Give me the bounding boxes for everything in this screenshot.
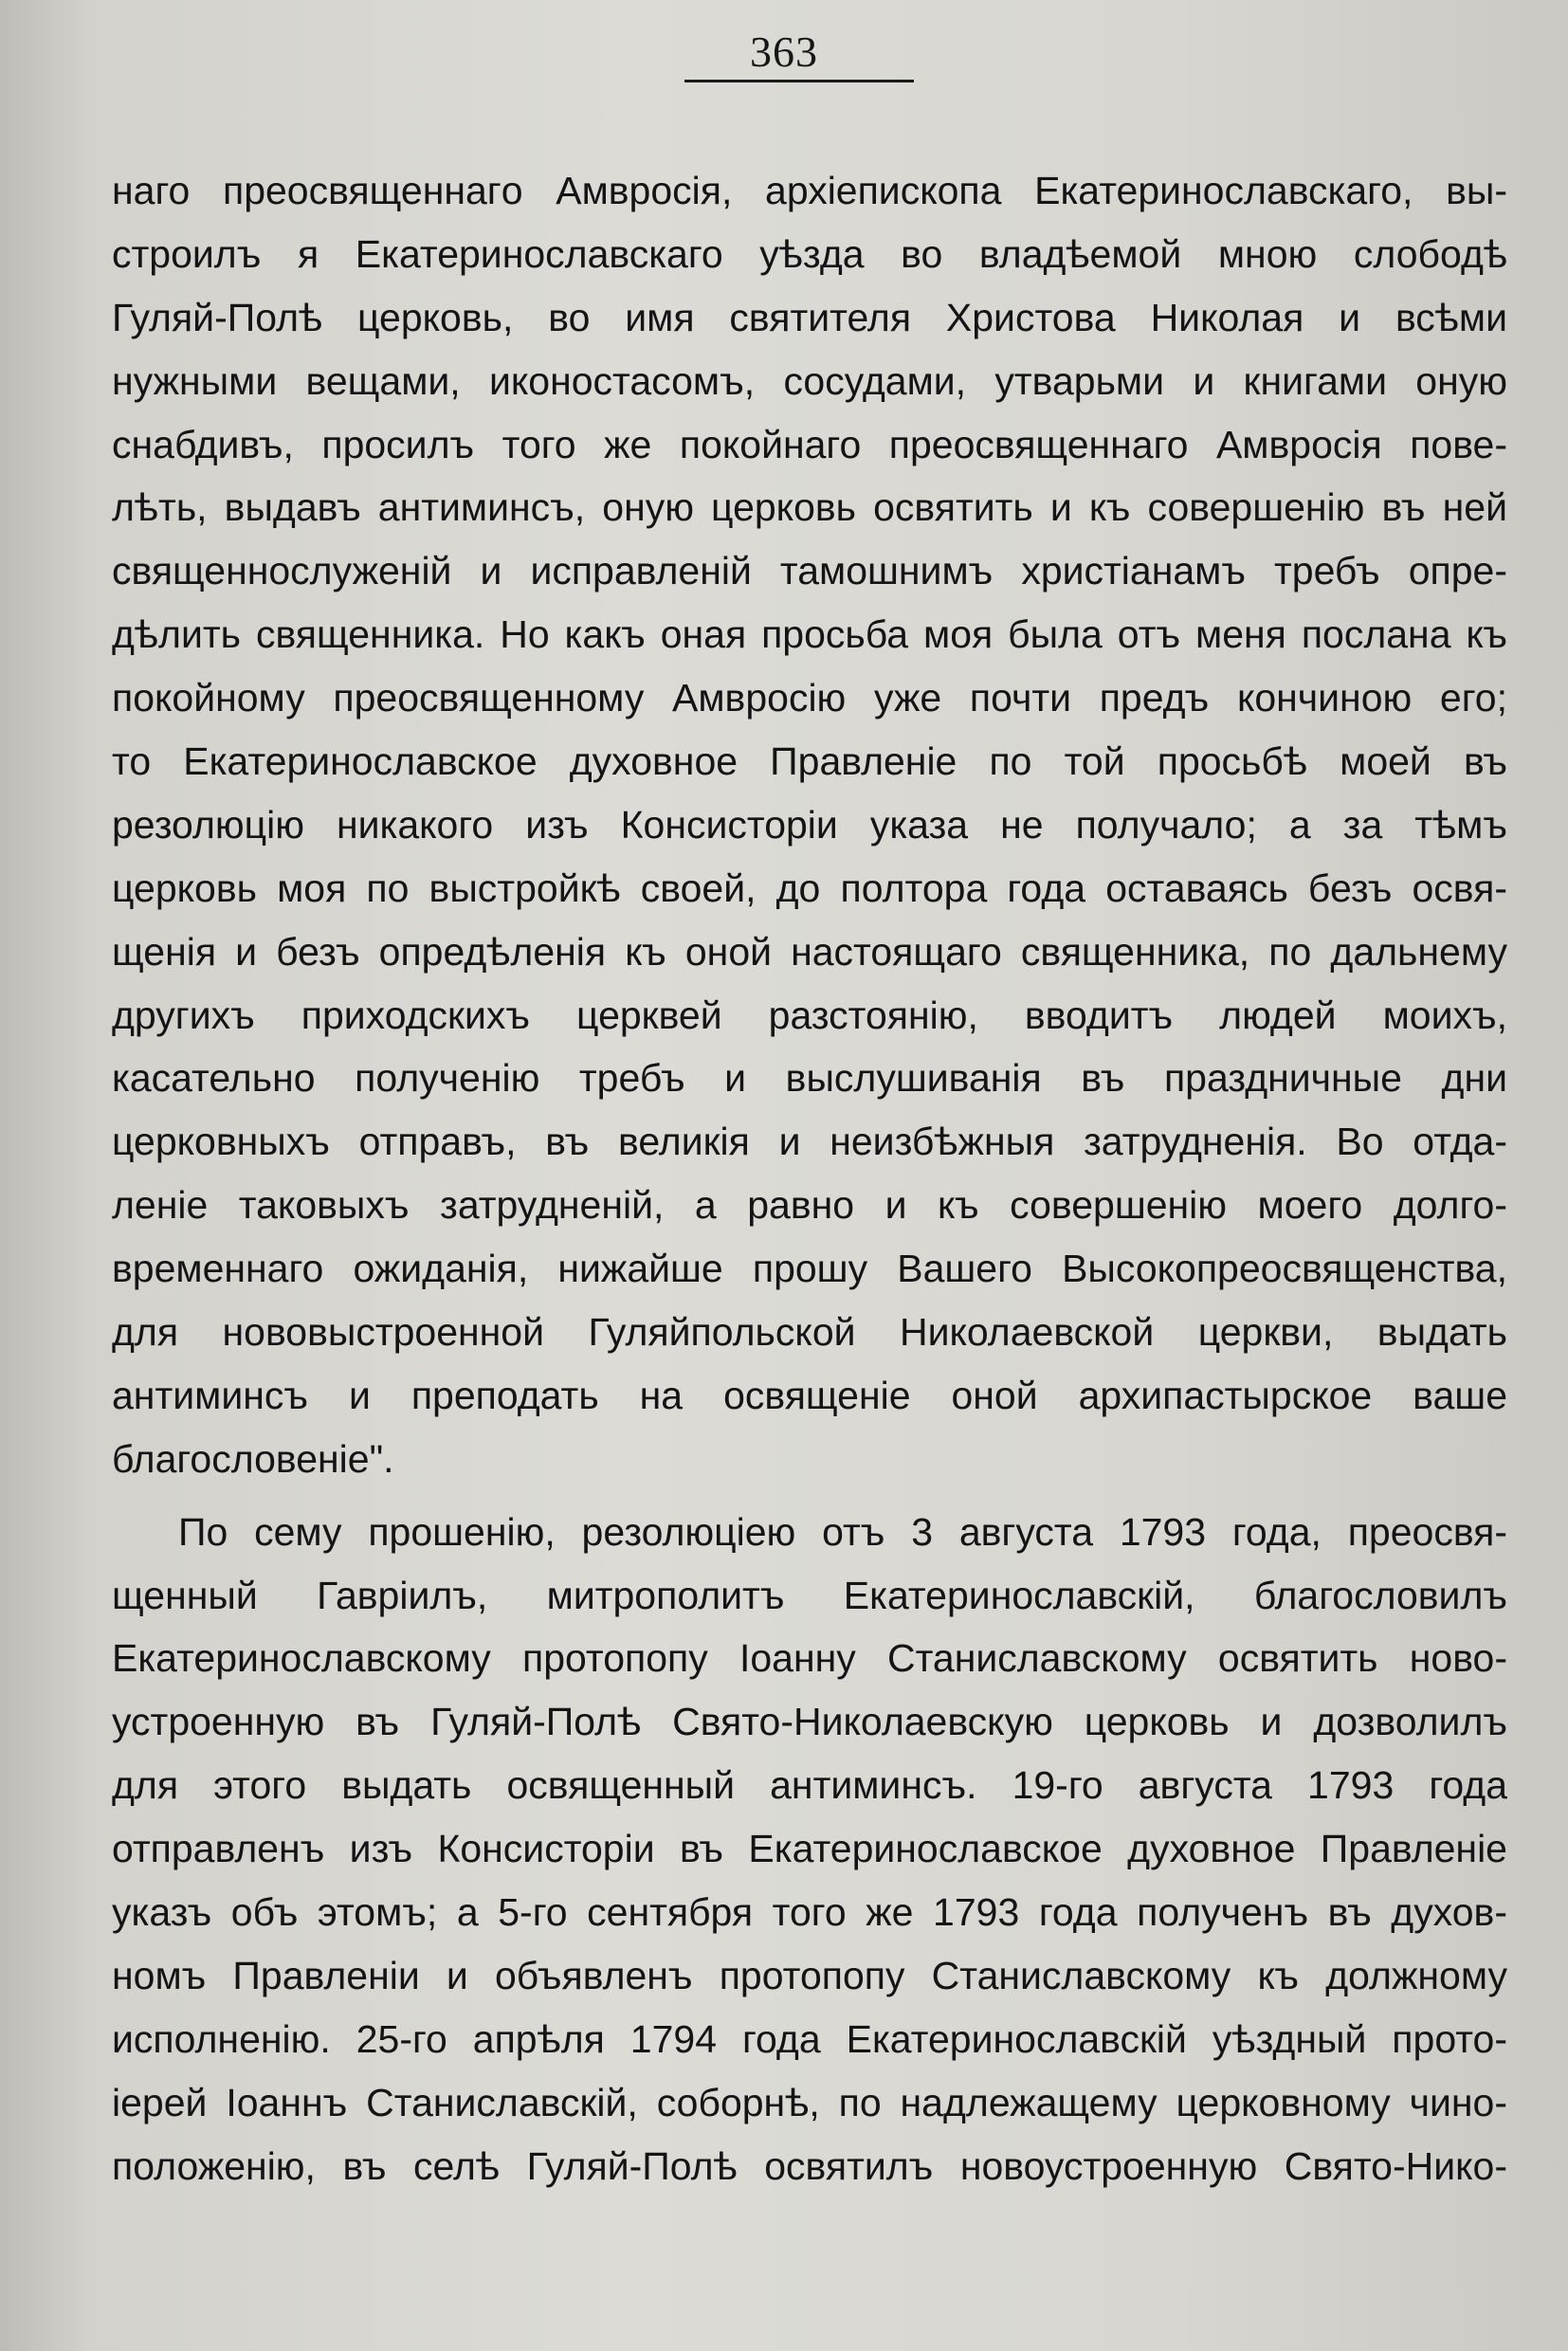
text-line: другихъ приходскихъ церквей разстоянію, вводитъ людей моихъ, — [112, 993, 1507, 1037]
text-line: наго преосвященнагo Амвросія, архіепископа Екатеринославскаго, вы- — [112, 169, 1507, 212]
text-line: церковь моя по выстройкѣ своей, до полтора года оставаясь безъ освя- — [112, 866, 1507, 910]
page-text — [112, 159, 1507, 2198]
text-line: щенный Гавріилъ, митрополитъ Екатеринославскій, благословилъ — [112, 1573, 1507, 1617]
paragraph-1 — [112, 159, 1507, 1491]
text-line: для этого выдать освященный антиминсъ. 19-го августа 1793 года — [112, 1763, 1507, 1808]
text-line: положенію, въ селѣ Гуляй-Полѣ освятилъ новоустроенную Свято-Нико- — [112, 2143, 1507, 2188]
text-line: для нововыстроенной Гуляйпольской Николаевской церкви, выдать — [112, 1310, 1507, 1355]
text-line: Екатеринославскому протопопу Іоанну Станиславскому освятить ново- — [112, 1636, 1507, 1681]
text-line: отправленъ изъ Консисторіи въ Екатеринославское духовное Правленіе — [112, 1827, 1507, 1871]
text-line: дѣлить священника. Но какъ оная просьба моя была отъ меня послана къ — [112, 612, 1507, 657]
page-number-underline — [684, 80, 914, 82]
text-line: касательно полученію требъ и выслушиванія въ праздничные дни — [112, 1056, 1507, 1101]
text-line: временнаго ожиданія, нижайше прошу Вашего Высокопреосвященства, — [112, 1247, 1507, 1291]
text-line: указъ объ этомъ; а 5-го сентября того же 1793 года полученъ въ духов- — [112, 1890, 1507, 1935]
text-line: исполненію. 25-го апрѣля 1794 года Екатеринославскій уѣздный прото- — [112, 2016, 1507, 2061]
text-line: щенія и безъ опредѣленія къ оной настоящаго священника, по дальнему — [112, 929, 1507, 974]
text-line: леніе таковыхъ затрудненій, а равно и къ совершенію моего долго- — [112, 1183, 1507, 1228]
text-line: снабдивъ, просилъ того же покойнаго преосвященнаго Амвросія пове- — [112, 422, 1507, 466]
text-line: священнослуженій и исправленій тамошнимъ христіанамъ требъ опре- — [112, 549, 1507, 593]
text-line: лѣть, выдавъ антиминсъ, оную церковь освятить и къ совершенію въ ней — [112, 485, 1507, 530]
text-line: покойному преосвященному Амвросію уже почти предъ кончиною его; — [112, 676, 1507, 720]
text-line: то Екатеринославское духовное Правленіе по той просьбѣ моей въ — [112, 739, 1507, 784]
text-line: резолюцію никакого изъ Консисторіи указа не получало; а за тѣмъ — [112, 802, 1507, 847]
text-line: антиминсъ и преподать на освященіе оной архипастырское ваше — [112, 1373, 1507, 1417]
text-line: іерей Іоаннъ Станиславскій, соборнѣ, по надлежащему церковному чино- — [112, 2080, 1507, 2124]
text-line: По сему прошенію, резолюціею отъ 3 августа 1793 года, преосвя- — [178, 1509, 1507, 1554]
text-line: благословеніе". — [112, 1436, 394, 1481]
text-line: устроенную въ Гуляй-Полѣ Свято-Николаевскую церковь и дозволилъ — [112, 1700, 1507, 1744]
text-line: церковныхъ отправъ, въ великія и неизбѣжныя затрудненія. Во отда- — [112, 1120, 1507, 1164]
text-line: Гуляй-Полѣ церковь, во имя святителя Христова Николая и всѣми — [112, 295, 1507, 339]
text-line: нужными вещами, иконостасомъ, сосудами, утварьми и книгами оную — [112, 358, 1507, 403]
text-line: строилъ я Екатеринославскаго уѣзда во владѣемой мною слободѣ — [112, 231, 1507, 276]
paragraph-gap — [112, 1491, 1507, 1501]
paragraph-2 — [112, 1501, 1507, 2198]
text-line: номъ Правленіи и объявленъ протопопу Станиславскому къ должному — [112, 1953, 1507, 1997]
page-number: 363 — [750, 27, 818, 76]
